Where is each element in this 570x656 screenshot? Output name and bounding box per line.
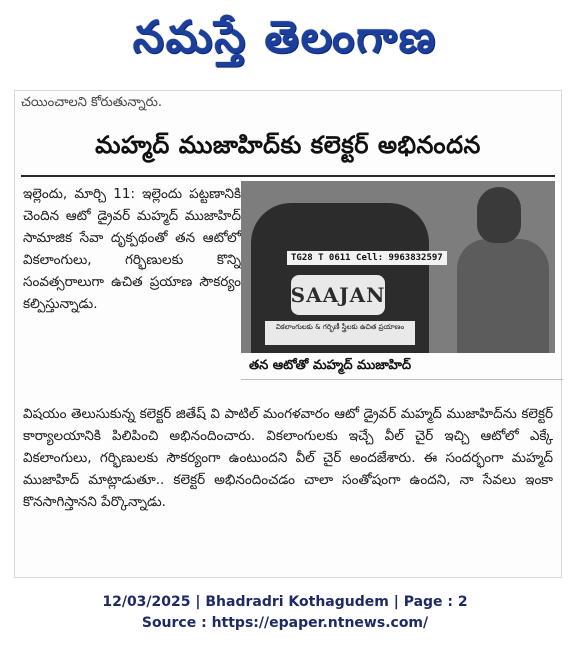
registration-plate: TG28 T 0611 Cell: 9963832597 xyxy=(287,251,447,265)
source-footer xyxy=(0,592,570,634)
article-headline: మహ్మద్ ముజాహిద్‌కు కలెక్టర్ అభినందన xyxy=(95,131,481,159)
article-body-column: ఇల్లెందు, మార్చి 11: ఇల్లెందు పట్టణానికి చెందిన ఆటో డ్రైవర్ మహ్మద్ ముజాహిద్ సామాజిక సేవా దృక్పథంతో తన ఆటోలో వికలాంగులు, గర్భిణులకు కొన్ని సంవత్సరాలుగా ఉచిత ప్రయాణ సౌకర్యం కల్పిస్తున్నాడు. xyxy=(23,186,241,312)
person-body xyxy=(457,239,549,353)
newspaper-masthead xyxy=(0,0,570,86)
photo-caption: తన ఆటోతో మహ్మద్ ముజాహిద్ xyxy=(241,353,563,380)
previous-article-fragment: చయించాలని కోరుతున్నారు. xyxy=(21,95,162,110)
footer-source-link[interactable]: Source : https://epaper.ntnews.com/ xyxy=(141,615,429,631)
footer-date-line: 12/03/2025 | Bhadradri Kothagudem | Page : 2 xyxy=(102,594,468,610)
brand-logo: SAAJAN xyxy=(291,275,385,315)
headline-divider xyxy=(21,175,555,177)
masthead-title: నమస్తే తెలంగాణ xyxy=(132,12,438,63)
free-ride-banner: వికలాంగులకు & గర్భిణీ స్త్రీలకు ఉచిత ప్రయాణం xyxy=(265,321,415,345)
auto-rickshaw-image xyxy=(251,203,443,353)
article-photo xyxy=(241,181,555,353)
article-clipping xyxy=(14,90,562,578)
person-head xyxy=(477,187,521,243)
article-body-full: విషయం తెలుసుకున్న కలెక్టర్ జితేష్ వి పాటిల్ మంగళవారం ఆటో డ్రైవర్ మహ్మద్ ముజాహిద్‌ను కలెక్టర్ కార్యాలయానికి పిలిపించి అభినందించారు. వికలాంగులకు ఇచ్చే వీల్ చైర్ ఇచ్చి ఆటోలో ఎక్కే వికలాంగులు, గర్భిణులకు సౌకర్యంగా ఉంటుందని వీల్ చైర్ అందజేశారు. ఈ సందర్భంగా మహ్మద్ ముజాహిద్ మాట్లాడుతూ.. కలెక్టర్ అభినందించడం చాలా సంతోషంగా ఉందని, నా సేవలు ఇంకా కొనసాగిస్తానని పేర్కొన్నాడు. xyxy=(23,406,553,510)
